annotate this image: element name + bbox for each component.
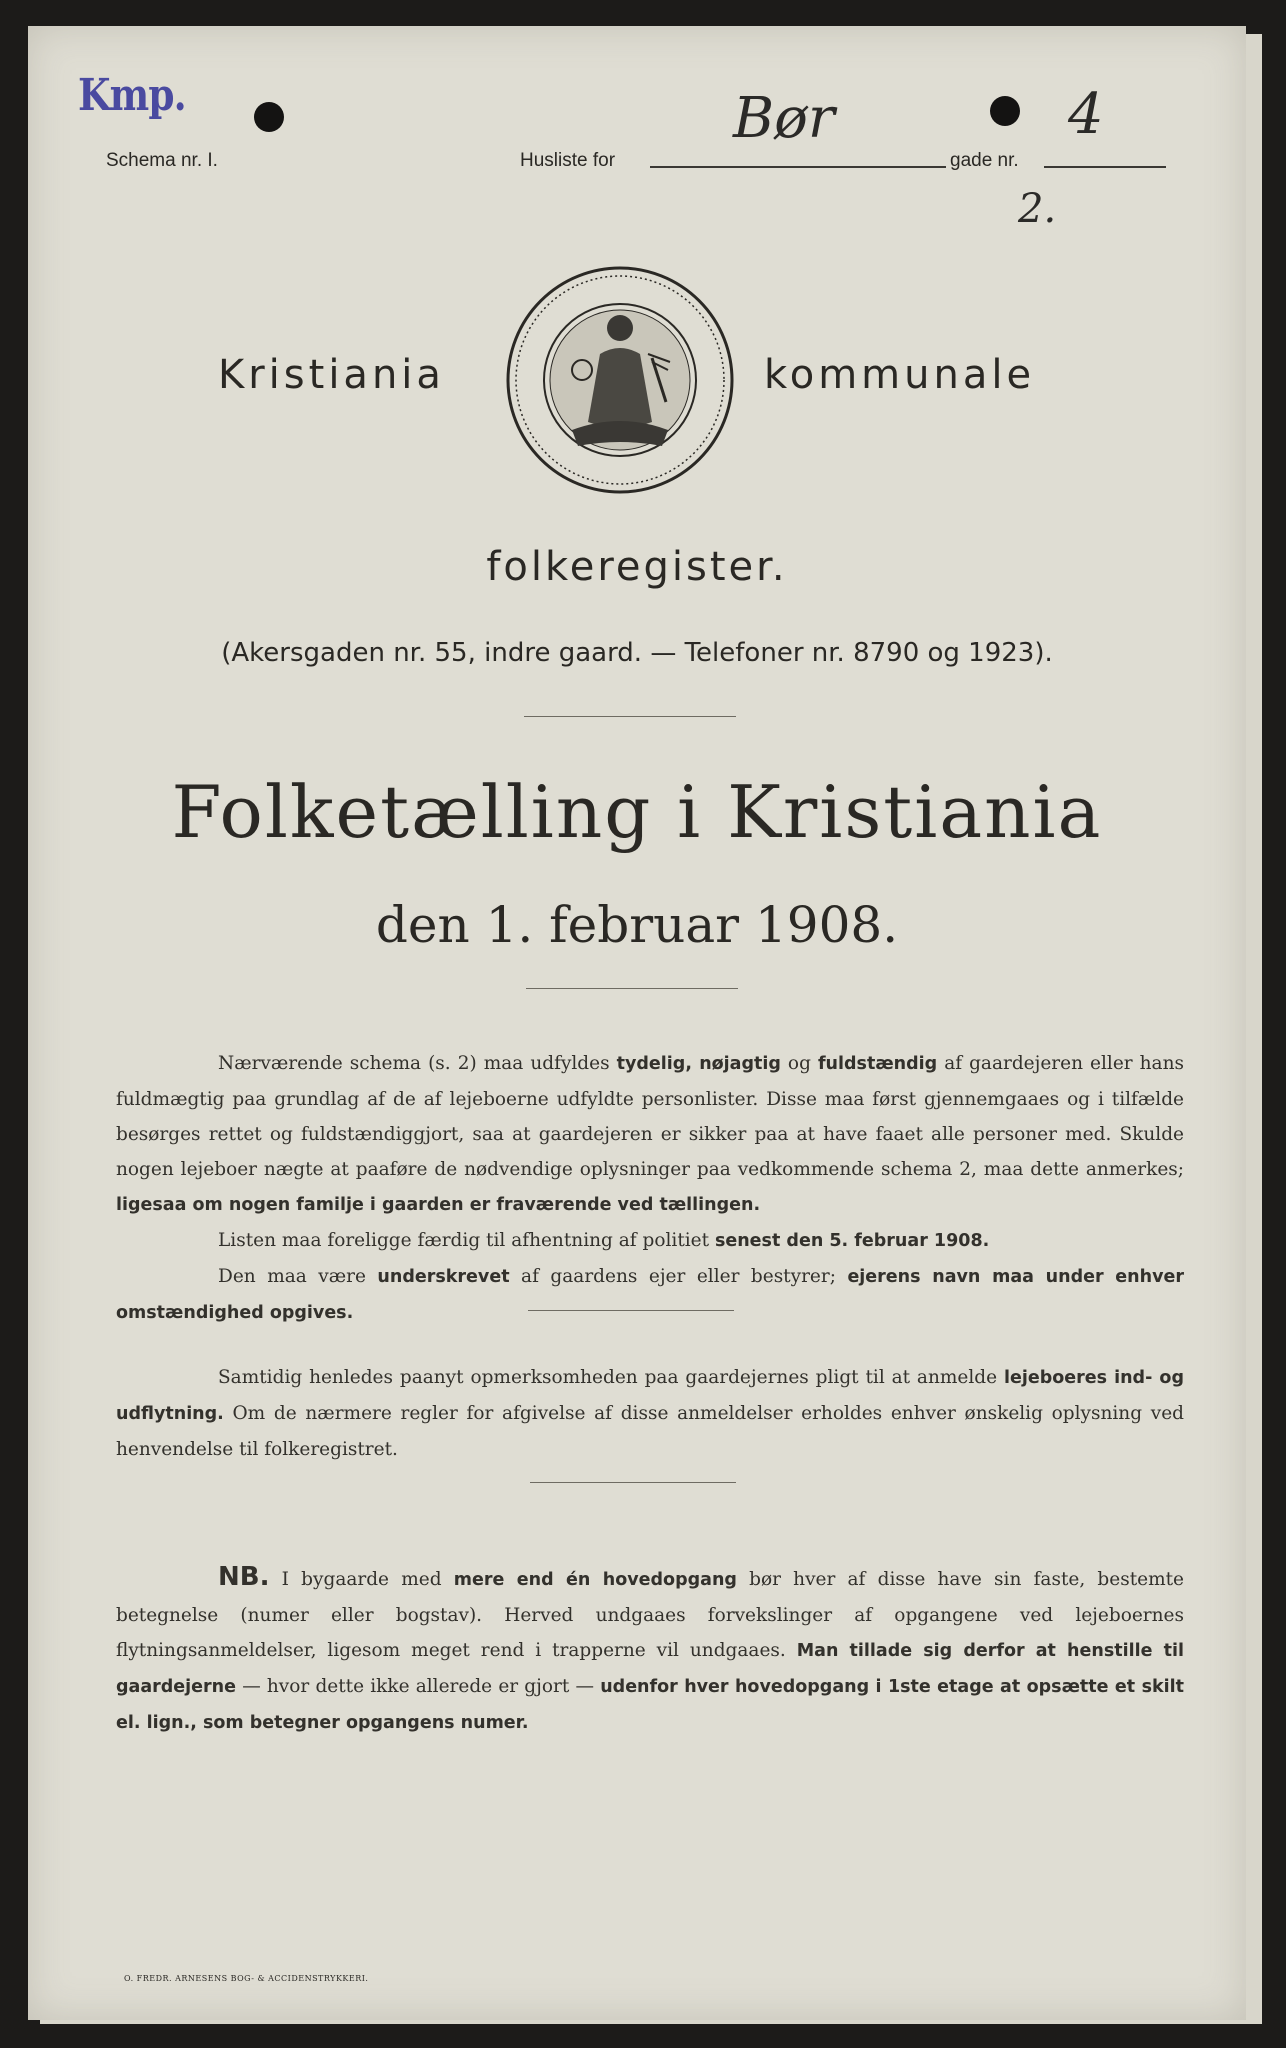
street-fill-line	[650, 166, 946, 168]
notice-block	[116, 1360, 1184, 1467]
paragraph-fill-instructions: Nærværende schema (s. 2) maa udfyldes tydelig, nøjagtig og fuldstændig af gaardejeren eller hans fuldmægtig paa grundlag af de af lejeboerne udfyldte personlister. Disse maa først gjennemgaaes og i tilfælde besørges rettet og fuldstændiggjort, saa at gaardejeren er sikker paa at have faaet alle personer med. Skulde nogen lejeboer nægte at paaføre de nødvendige oplysninger paa vedkommende schema 2, maa dette anmerkes; ligesaa om nogen familje i gaarden er fraværende ved tællingen.	[116, 1053, 1184, 1215]
handwritten-number: 4	[1068, 82, 1104, 147]
divider-4	[530, 1482, 736, 1483]
census-date: den 1. februar 1908.	[375, 896, 899, 954]
kmp-stamp: Kmp.	[78, 70, 186, 121]
gade-nr-label: gade nr.	[950, 150, 1019, 171]
instructions-block	[116, 1046, 1184, 1331]
census-form-page	[28, 26, 1246, 2020]
letterhead-left: Kristiania	[218, 352, 445, 398]
divider-2	[526, 988, 738, 989]
divider-3	[528, 1310, 734, 1311]
nb-block	[116, 1560, 1184, 1741]
punch-hole-left	[254, 102, 284, 132]
letterhead-right: kommunale	[764, 352, 1036, 398]
paragraph-moving-notice: Samtidig henledes paanyt opmerksomheden paa gaardejernes pligt til at anmelde lejeboeres ind- og udflytning. Om de nærmere regler for afgivelse af disse anmeldelser erholdes enhver ønskelig oplysning ved henvendelse til folkeregistret.	[116, 1367, 1184, 1460]
schema-number: Schema nr. I.	[106, 150, 218, 171]
handwritten-number-2: 2.	[1018, 186, 1057, 232]
office-address: (Akersgaden nr. 55, indre gaard. — Telefoner nr. 8790 og 1923).	[221, 638, 1053, 668]
divider-1	[524, 716, 736, 717]
paragraph-signature: Den maa være underskrevet af gaardens ejer eller bestyrer; ejerens navn maa under enhver omstændighed opgives.	[116, 1266, 1184, 1323]
handwritten-street: Bør	[733, 86, 835, 151]
letterhead-subtitle: folkeregister.	[486, 544, 788, 590]
printer-imprint: O. FREDR. ARNESENS BOG- & ACCIDENSTRYKKERI.	[124, 1974, 369, 1983]
number-fill-line	[1044, 166, 1166, 168]
census-title: Folketælling i Kristiania	[171, 770, 1103, 854]
paragraph-deadline: Listen maa foreligge færdig til afhentning af politiet senest den 5. februar 1908.	[218, 1230, 990, 1251]
punch-hole-right	[990, 96, 1020, 126]
husliste-label: Husliste for	[520, 150, 616, 171]
paragraph-nb: NB. I bygaarde med mere end én hovedopgang bør hver af disse have sin faste, bestemte betegnelse (numer eller bogstav). Herved undgaaes forvekslinger af opgangene ved lejeboernes flytningsanmeldelser, ligesom meget rend i trapperne vil undgaaes. Man tillade sig derfor at henstille til gaardejerne — hvor dette ikke allerede er gjort — udenfor hver hovedopgang i 1ste etage at opsætte et skilt el. lign., som betegner opgangens numer.	[116, 1562, 1184, 1733]
city-seal-icon	[502, 262, 738, 498]
